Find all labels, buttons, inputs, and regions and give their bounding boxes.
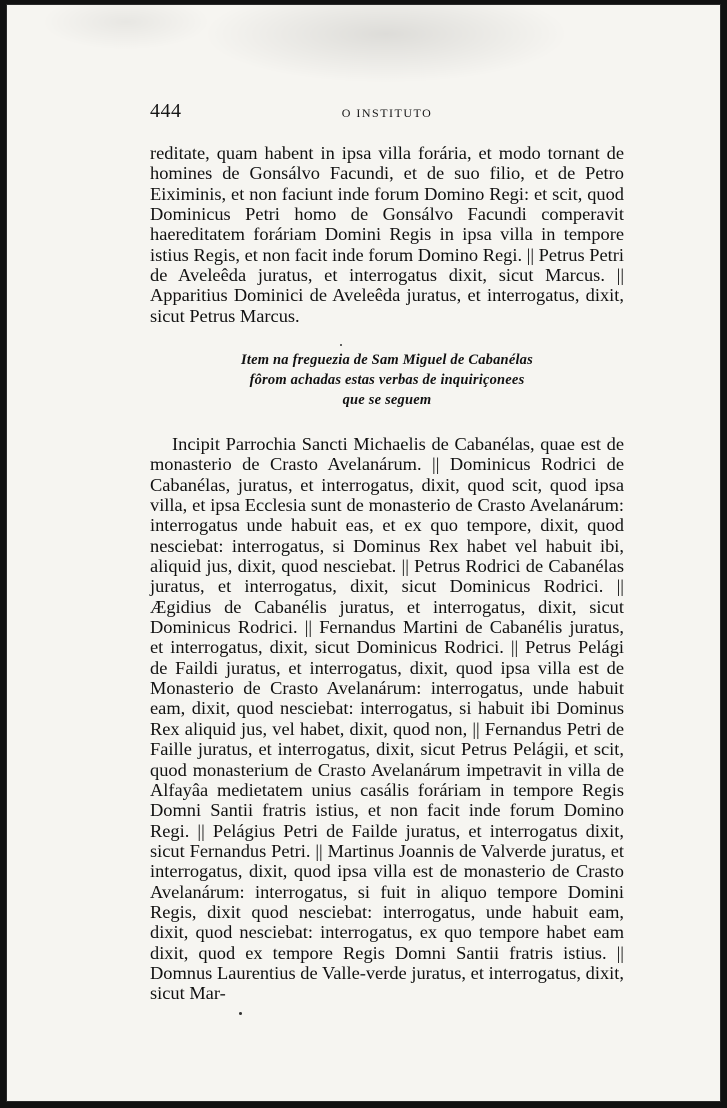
paragraph-parrochia: Incipit Parrochia Sancti Michaelis de Cabanélas, quae est de monasterio de Crasto Avelanárum. || Dominicus Rodrici de Cabanélas, juratus, et interrogatus, dixit, quod scit, quod ipsa villa, et ipsa Ecclesia sunt de monasterio de Crasto Avelanárum: interrogatus unde habuit eas, et ex quo tempore, dixit, quod nesciebat: interrogatus, si Dominus Rex habet vel habuit ibi, aliquid jus, dixit, quod nesciebat. || Petrus Rodrici de Cabanélas juratus, et interrogatus, dixit, sicut Dominicus Rodrici. || Ægidius de Cabanélis juratus, et interrogatus, dixit, sicut Dominicus Rodrici. || Fernandus Martini de Cabanélis juratus, et interrogatus, dixit, sicut Dominicus Rodrici. || Petrus Pelági de Faildi juratus, et interrogatus, dixit, quod ipsa villa est de Monasterio de Crasto Avelanárum: interrogatus, unde habuit eam, dixit, quod nesciebat: interrogatus, si habuit ibi Dominus Rex aliquid jus, vel habet, dixit, quod non, || Fernandus Petri de Faille juratus, et interrogatus, dixit, sicut Petrus Pelágii, et scit, quod monasterium de Crasto Avelanárum impetravit in villa de Alfayâa medietatem unius casális foráriam in tempore Regis Domni Santii fratris istius, et non facit inde forum Domino Regi. || Pelágius Petri de Failde juratus, et interrogatus dixit, sicut Fernandus Petri. || Martinus Joannis de Valverde juratus, et interrogatus, dixit, quod ipsa villa est de monasterio de Crasto Avelanárum: interrogatus, si fuit in aliquo tempore Domini Regis, dixit quod nesciebat: interrogatus, unde habuit eam, dixit, quod nesciebat: interrogatus, ex quo tempore habet eam dixit, quod ex tempore Regis Domni Santii fratris istius. || Domnus Laurentius de Valle-verde juratus, et interrogatus, dixit, sicut Mar- — [150, 434, 624, 1004]
heading-line-3: que se seguem — [342, 392, 432, 408]
heading-line-1: Item na freguezia de Sam Miguel de Cabanélas — [241, 352, 533, 368]
ink-speck — [239, 1012, 242, 1015]
paragraph-continuation: reditate, quam habent in ipsa villa forária, et modo tornant de homines de Gonsálvo Facundi, et de suo filio, et de Petro Eiximinis, et non faciunt inde forum Domino Regi: et scit, quod Dominicus Petri homo de Gonsálvo Facundi comperavit haereditatem foráriam Domini Regis in ipsa villa in tempore istius Regis, et non facit inde forum Domino Regi. || Petrus Petri de Aveleêda juratus, et interrogatus dixit, sicut Marcus. || Apparitius Dominici de Aveleêda juratus, et interrogatus, dixit, sicut Petrus Marcus. — [150, 143, 624, 326]
section-heading — [150, 350, 624, 410]
heading-line-2: fôrom achadas estas verbas de inquiriçonees — [249, 372, 525, 388]
page-number: 444 — [150, 100, 182, 122]
page-header — [150, 100, 624, 128]
ink-speck — [340, 344, 342, 346]
running-title: O INSTITUTO — [341, 106, 433, 120]
